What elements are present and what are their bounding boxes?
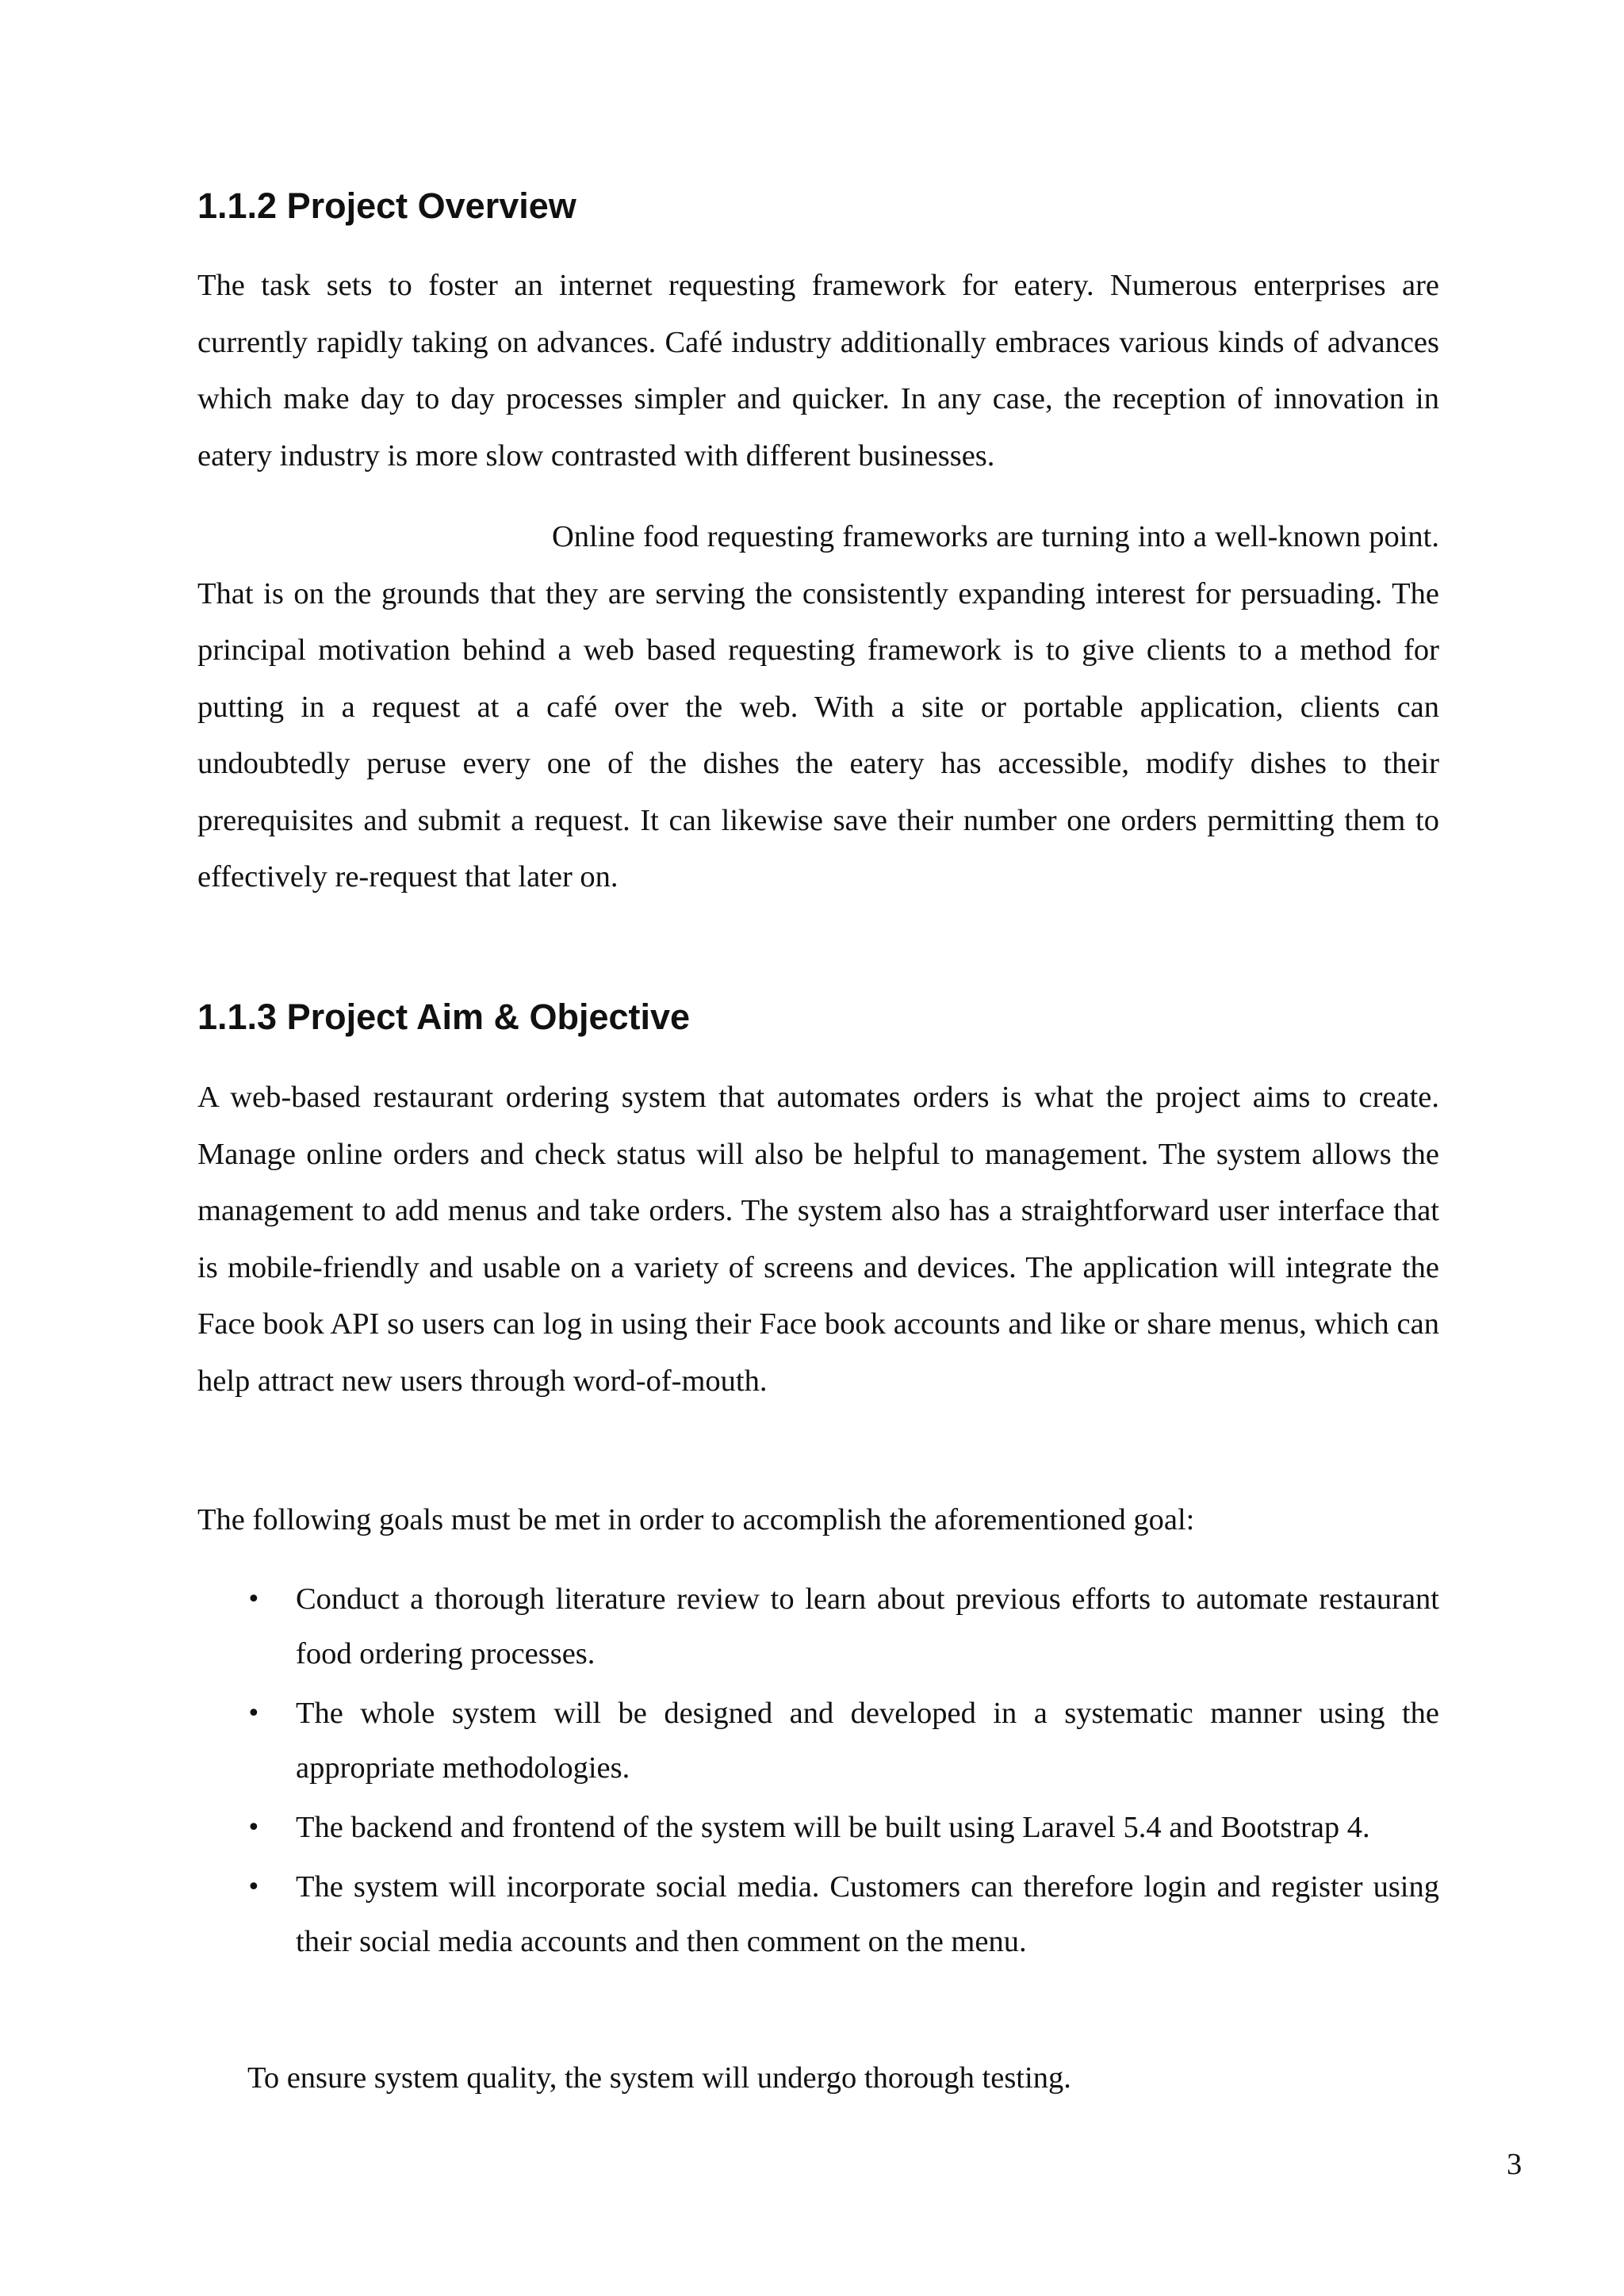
- overview-paragraph-2: Online food requesting frameworks are turning into a well-known point. That is on the grounds that they are serving the consistently expanding interest for persuading. The principal motivation behind a web based requesting framework is to give clients to a method for putting in a request at a café over the web. With a site or portable application, clients can undoubtedly peruse every one of the dishes the eatery has accessible, modify dishes to their prerequisites and submit a request. It can likewise save their number one orders permitting them to effectively re-request that later on.: [197, 520, 1439, 894]
- bullet-icon: •: [247, 1814, 261, 1842]
- goals-list: [197, 1572, 1439, 1974]
- goals-intro-paragraph: The following goals must be met in order to accomplish the aforementioned goal:: [197, 1503, 1195, 1536]
- list-item: [197, 1686, 1439, 1796]
- heading-project-overview: 1.1.2 Project Overview: [197, 186, 576, 226]
- aim-paragraph-1: A web-based restaurant ordering system that automates orders is what the project aims to create. Manage online orders and check status will also be helpful to management. The system allows the management to add menus and take orders. The system also has a straightforward user interface that is mobile-friendly and usable on a variety of screens and devices. The application will integrate the Face book API so users can log in using their Face book accounts and like or share menus, which can help attract new users through word-of-mouth.: [197, 1081, 1439, 1398]
- bullet-icon: •: [247, 1586, 261, 1613]
- goal-text: The whole system will be designed and developed in a systematic manner using the appropriate methodologies.: [296, 1697, 1439, 1785]
- goal-text: Conduct a thorough literature review to learn about previous efforts to automate restaurant food ordering processes.: [296, 1582, 1439, 1670]
- list-item: [197, 1572, 1439, 1682]
- heading-project-aim-objective: 1.1.3 Project Aim & Objective: [197, 997, 691, 1037]
- goal-text: The backend and frontend of the system will be built using Laravel 5.4 and Bootstrap 4.: [296, 1811, 1370, 1844]
- goal-text: The system will incorporate social media. Customers can therefore login and register using their social media accounts and then comment on the menu.: [296, 1870, 1439, 1958]
- list-item: [197, 1800, 1439, 1855]
- list-item: [197, 1860, 1439, 1969]
- bullet-icon: •: [247, 1700, 261, 1728]
- bullet-icon: •: [247, 1873, 261, 1901]
- overview-paragraph-1: The task sets to foster an internet requesting framework for eatery. Numerous enterprises are currently rapidly taking on advances. Café industry additionally embraces various kinds of advances which make day to day processes simpler and quicker. In any case, the reception of innovation in eatery industry is more slow contrasted with different businesses.: [197, 269, 1439, 473]
- page-number: 3: [1507, 2148, 1522, 2181]
- closing-sentence: To ensure system quality, the system will undergo thorough testing.: [247, 2061, 1071, 2095]
